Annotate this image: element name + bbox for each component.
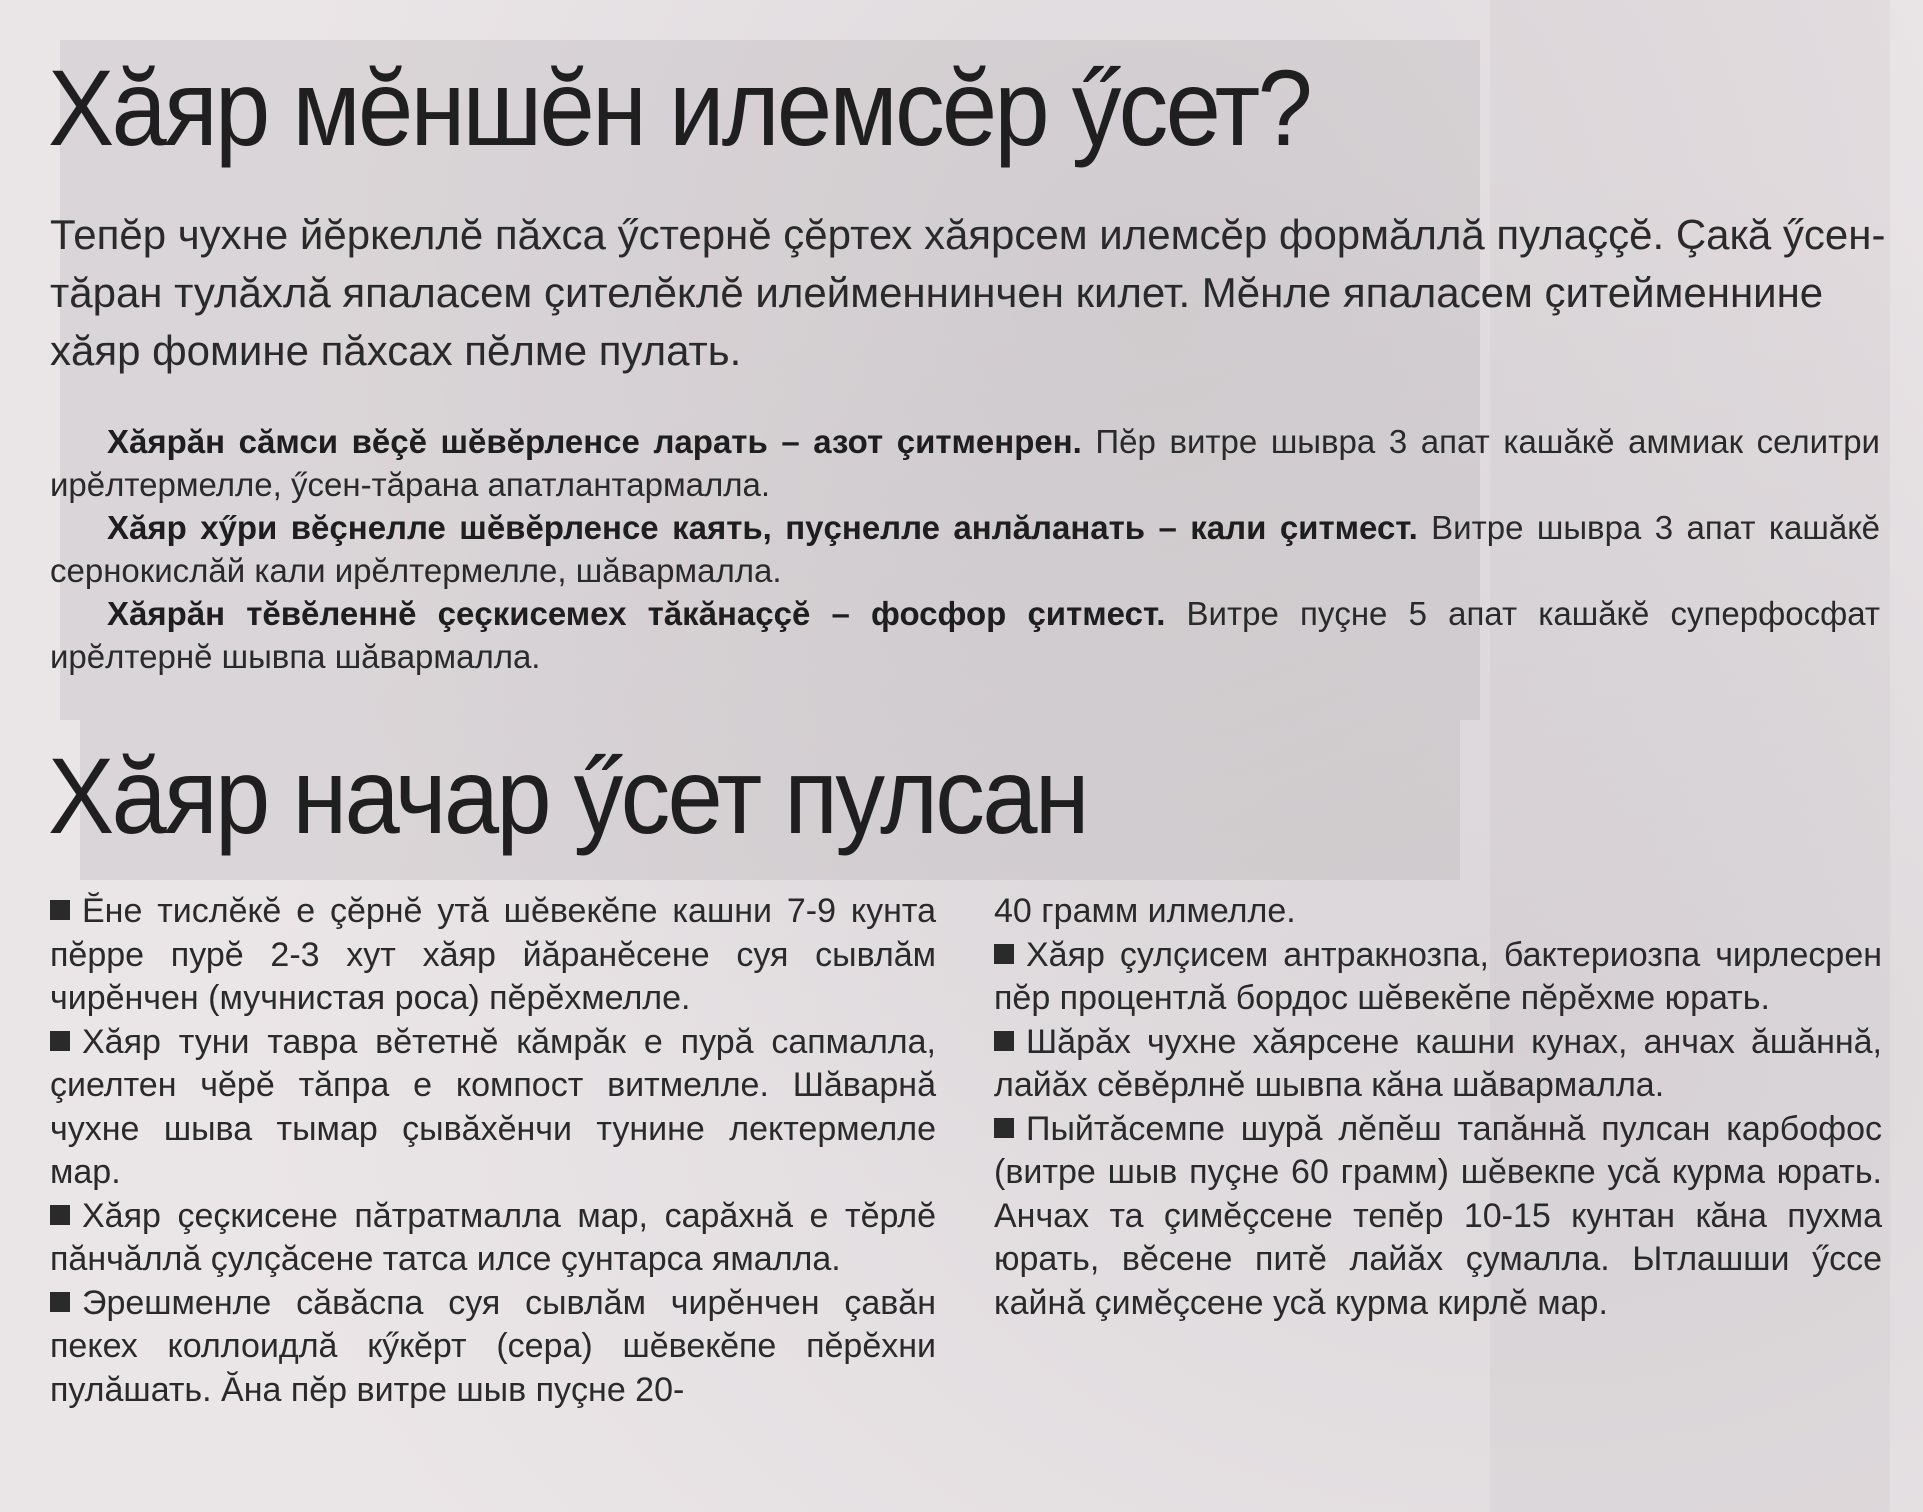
tip-text: Витре пуçне 5 апат кашăкĕ суперфосфат ирĕлтернĕ шывпа шăвармалла. [50,595,1880,675]
list-item-text: Хăяр çеçкисене пăтратмалла мар, сарăхнă е тĕрлĕ пăнчăллă çулçăсене татса илсе çунтарса ямалла. [50,1196,936,1278]
list-item-text: Хăяр çулçисем антракнозпа, бактериозпа чирлесрен пĕр процентлă бордос шĕвекĕпе пĕрĕхме юрать. [994,935,1882,1017]
tip-bold-heading: Хăярăн тĕвĕленнĕ çеçкисемех тăкăнаççĕ – фосфор çитмест. [107,595,1166,632]
list-item-continuation [994,890,1882,934]
tip-paragraph [50,592,1880,678]
tip-text: Витре шывра 3 апат кашăкĕ сернокислăй кали ирĕлтермелле, шăвармалла. [50,509,1880,589]
article-1-tips [50,420,1880,678]
tip-text: Пĕр витре шывра 3 апат кашăкĕ аммиак селитри ирĕлтермелле, ӳсен-тăрана апатлантармалла. [50,423,1880,503]
list-item-text: 40 грамм илмелле. [994,892,1296,930]
list-item [994,934,1882,1021]
tip-bold-heading: Хăярăн сăмси вĕçĕ шĕвĕрленсе ларать – азот çитменрен. [107,423,1082,460]
article-1-headline: Хăяр мĕншĕн илемсĕр ӳсет? [48,47,1311,168]
list-item [50,1195,936,1282]
square-bullet-icon [50,1205,70,1225]
list-item [50,1282,936,1413]
article-1-lead: Тепĕр чухне йĕркеллĕ пăхса ӳстернĕ çĕртех хăярсем илемсĕр формăллă пулаççĕ. Çакă ӳсен-тăран тулăхлă япаласем çителĕклĕ илейменнинчен килет. Мĕнле япаласем çитейменнине хăяр фомине пăхсах пĕлме пулать. [50,211,1886,374]
tip-paragraph [50,506,1880,592]
list-item [994,1108,1882,1326]
square-bullet-icon [50,900,70,920]
list-item [50,890,936,1021]
square-bullet-icon [994,1031,1014,1051]
list-item-text: Шăрăх чухне хăярсене кашни кунах, анчах ăшăннă, лайăх сĕвĕрлнĕ шывпа кăна шăвармалла. [994,1022,1882,1104]
article-2-headline: Хăяр начар ӳсет пулсан [48,735,1087,856]
article-2-left-column [50,890,936,1412]
list-item [50,1021,936,1195]
square-bullet-icon [994,944,1014,964]
list-item-text: Хăяр туни тавра вĕтетнĕ кăмрăк е пурă сапмалла, çиелтен чĕрĕ тăпра е компост витмелле. Шăварнă чухне шыва тымар çывăхĕнчи тунине лектермелле мар. [50,1022,936,1191]
square-bullet-icon [50,1292,70,1312]
article-2-right-column [994,890,1882,1325]
tip-bold-heading: Хăяр хӳри вĕçнелле шĕвĕрленсе каять, пуçнелле анлăланать – кали çитмест. [107,509,1418,546]
tip-paragraph [50,420,1880,506]
square-bullet-icon [994,1118,1014,1138]
list-item-text: Ĕне тислĕкĕ е çĕрнĕ утă шĕвекĕпе кашни 7-9 кунта пĕрре пурĕ 2-3 хут хăяр йăранĕсене суя сывлăм чирĕнчен (мучнистая роса) пĕрĕхмелле. [50,892,936,1017]
list-item [994,1021,1882,1108]
square-bullet-icon [50,1031,70,1051]
list-item-text: Пыйтăсемпе шурă лĕпĕш тапăннă пулсан карбофос (витре шыв пуçне 60 грамм) шĕвекпе усă курма юрать. Анчах та çимĕçсене тепĕр 10-15 кунтан кăна пухма юрать, вĕсене питĕ лайăх çумалла. Ытлашши ӳссе кайнă çимĕçсене усă курма кирлĕ мар. [994,1109,1882,1322]
list-item-text: Эрешменле сăвăспа суя сывлăм чирĕнчен çавăн пекех коллоидлă кӳкĕрт (сера) шĕвекĕпе пĕрĕхни пулăшать. Ăна пĕр витре шыв пуçне 20- [50,1283,936,1409]
